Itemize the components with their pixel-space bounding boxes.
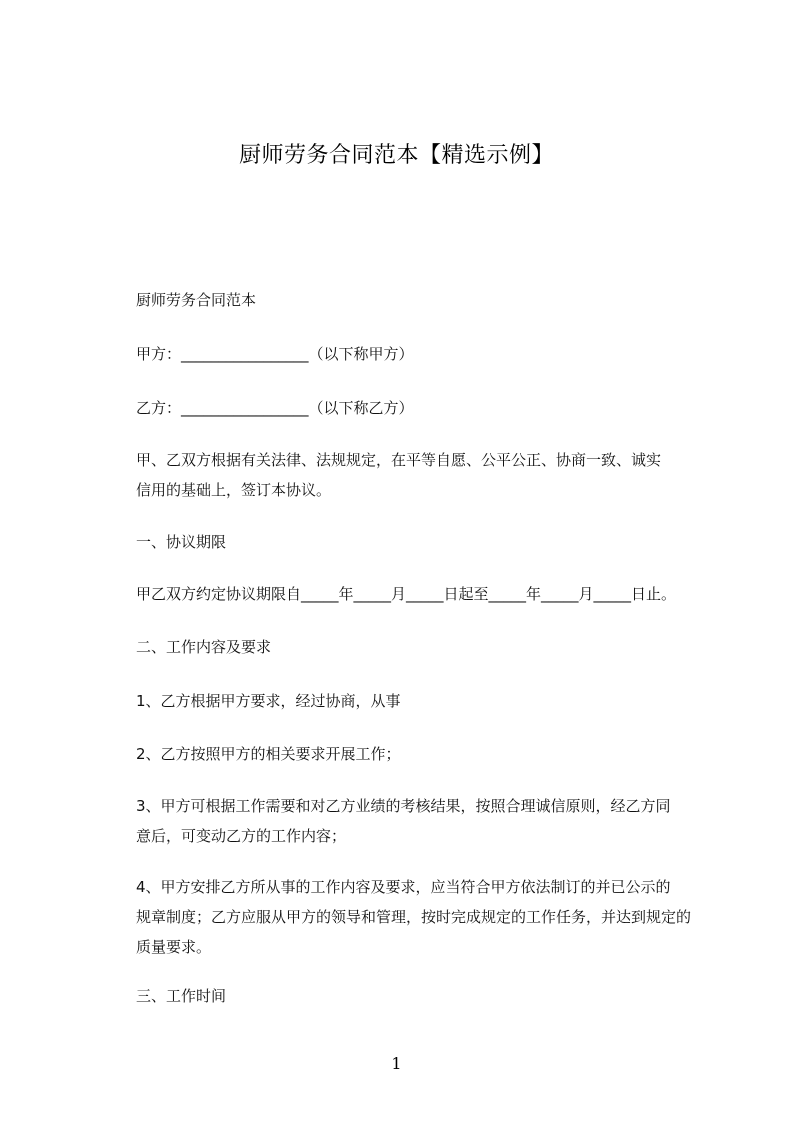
item-3-line-1: 3、甲方可根据工作需要和对乙方业绩的考核结果，按照合理诚信原则，经乙方同 bbox=[136, 797, 671, 815]
document-title: 厨师劳务合同范本【精选示例】 bbox=[238, 143, 554, 168]
item-2: 2、乙方按照甲方的相关要求开展工作； bbox=[136, 745, 401, 763]
section-1-text: 甲乙双方约定协议期限自_____年_____月_____日起至_____年_____月_____日止。 bbox=[136, 585, 677, 603]
section-1-heading: 一、协议期限 bbox=[136, 533, 227, 551]
item-4-line-2: 规章制度；乙方应服从甲方的领导和管理，按时完成规定的工作任务，并达到规定的 bbox=[136, 908, 692, 926]
section-3-heading: 三、工作时间 bbox=[136, 987, 227, 1005]
item-4-line-1: 4、甲方安排乙方所从事的工作内容及要求，应当符合甲方依法制订的并已公示的 bbox=[136, 878, 671, 896]
item-4-line-3: 质量要求。 bbox=[136, 938, 212, 956]
item-3-paragraph bbox=[136, 791, 716, 851]
item-1: 1、乙方根据甲方要求，经过协商，从事 bbox=[136, 692, 401, 710]
party-a-line: 甲方：_________________（以下称甲方） bbox=[136, 345, 414, 363]
item-3-line-2: 意后，可变动乙方的工作内容； bbox=[136, 827, 347, 845]
contract-subtitle: 厨师劳务合同范本 bbox=[136, 291, 257, 309]
section-2-heading: 二、工作内容及要求 bbox=[136, 638, 272, 656]
preamble-line-1: 甲、乙双方根据有关法律、法规规定，在平等自愿、公平公正、协商一致、诚实 bbox=[136, 451, 662, 469]
item-4-paragraph bbox=[136, 872, 716, 962]
preamble-line-2: 信用的基础上，签订本协议。 bbox=[136, 481, 332, 499]
preamble-paragraph bbox=[136, 445, 716, 505]
page-number: 1 bbox=[391, 1054, 402, 1073]
party-b-line: 乙方：_________________（以下称乙方） bbox=[136, 399, 414, 417]
